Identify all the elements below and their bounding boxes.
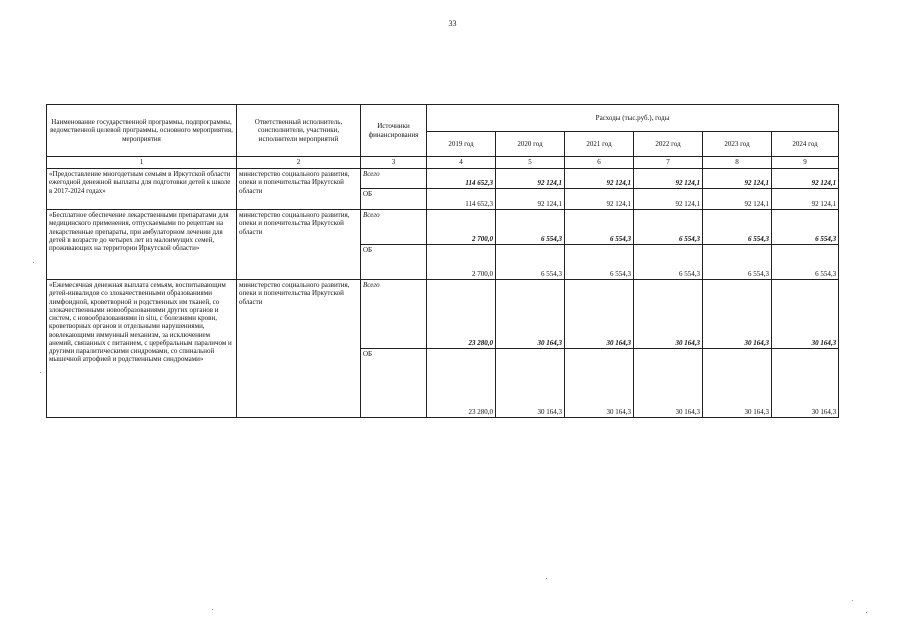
ob-value: 92 124,1 <box>496 189 565 210</box>
ob-value: 23 280,0 <box>427 349 496 418</box>
scan-speck <box>33 262 34 263</box>
total-value: 6 554,3 <box>703 210 772 245</box>
column-number: 3 <box>361 157 427 169</box>
column-number-row <box>47 157 839 169</box>
year-header: 2020 год <box>496 132 565 157</box>
total-value: 30 164,3 <box>634 280 703 349</box>
header-executor: Ответственный исполнитель, соисполнители, участники, исполнители мероприятий <box>237 105 361 157</box>
header-name: Наименование государственной программы, подпрограммы, ведомственной целевой программы, основного мероприятия, мероприятия <box>47 105 237 157</box>
scan-speck <box>866 612 867 613</box>
column-number: 8 <box>703 157 772 169</box>
ob-value: 92 124,1 <box>565 189 634 210</box>
column-number: 2 <box>237 157 361 169</box>
ob-value: 92 124,1 <box>772 189 839 210</box>
total-value: 30 164,3 <box>496 280 565 349</box>
year-header: 2022 год <box>634 132 703 157</box>
total-value: 30 164,3 <box>565 280 634 349</box>
ob-value: 114 652,3 <box>427 189 496 210</box>
total-value: 114 652,3 <box>427 169 496 189</box>
ob-value: 6 554,3 <box>565 245 634 280</box>
table-row <box>47 280 839 349</box>
column-number: 5 <box>496 157 565 169</box>
event-name: «Бесплатное обеспечение лекарственными препаратами для медицинского применения, отпускаемыми по рецептам на лекарственные препараты, при амбулаторном лечении для детей в возрасте до четырех лет из малоимущих семей, проживающих на территории Иркутской области» <box>47 210 237 280</box>
column-number: 4 <box>427 157 496 169</box>
year-header: 2023 год <box>703 132 772 157</box>
event-name: «Предоставление многодетным семьям в Иркутской области ежегодной денежной выплаты для подготовки детей к школе в 2017-2024 годах» <box>47 169 237 210</box>
budget-table <box>46 104 839 418</box>
total-value: 6 554,3 <box>634 210 703 245</box>
event-executor: министерство социального развития, опеки и попечительства Иркутской области <box>237 169 361 210</box>
source-total-label: Всего <box>361 169 427 189</box>
event-executor: министерство социального развития, опеки и попечительства Иркутской области <box>237 280 361 418</box>
total-value: 92 124,1 <box>496 169 565 189</box>
ob-value: 92 124,1 <box>703 189 772 210</box>
event-executor: министерство социального развития, опеки и попечительства Иркутской области <box>237 210 361 280</box>
header-row-1 <box>47 105 839 132</box>
header-expenses: Расходы (тыс.руб.), годы <box>427 105 839 132</box>
total-value: 6 554,3 <box>772 210 839 245</box>
table-row <box>47 169 839 189</box>
ob-value: 30 164,3 <box>634 349 703 418</box>
ob-value: 6 554,3 <box>496 245 565 280</box>
event-name: «Ежемесячная денежная выплата семьям, воспитывающим детей-инвалидов со злокачественными образованиями лимфоидной, кроветворной и родственных им тканей, со злокачественными новообразованиями других органов и систем, с новообразованиями in situ, с болезнями крови, кроветворных органов и отдельными нарушениями, вовлекающими иммунный механизм, за исключением анемий, связанных с питанием, с церебральным параличом и другими паралитическими синдромами, со спинальной мышечной атрофией и родственными синдромами» <box>47 280 237 418</box>
source-ob-label: ОБ <box>361 189 427 210</box>
source-ob-label: ОБ <box>361 349 427 418</box>
page-number: 33 <box>448 19 457 28</box>
total-value: 6 554,3 <box>565 210 634 245</box>
scan-speck <box>546 578 547 579</box>
column-number: 6 <box>565 157 634 169</box>
source-ob-label: ОБ <box>361 245 427 280</box>
ob-value: 92 124,1 <box>634 189 703 210</box>
ob-value: 2 700,0 <box>427 245 496 280</box>
scan-speck <box>212 609 213 610</box>
total-value: 92 124,1 <box>634 169 703 189</box>
total-value: 92 124,1 <box>703 169 772 189</box>
ob-value: 30 164,3 <box>703 349 772 418</box>
year-header: 2021 год <box>565 132 634 157</box>
year-header: 2019 год <box>427 132 496 157</box>
total-value: 30 164,3 <box>772 280 839 349</box>
total-value: 92 124,1 <box>772 169 839 189</box>
ob-value: 6 554,3 <box>703 245 772 280</box>
ob-value: 30 164,3 <box>565 349 634 418</box>
header-source: Источники финансирования <box>361 105 427 157</box>
table-row <box>47 210 839 245</box>
total-value: 6 554,3 <box>496 210 565 245</box>
source-total-label: Всего <box>361 280 427 349</box>
scan-speck <box>40 372 41 373</box>
ob-value: 6 554,3 <box>772 245 839 280</box>
scan-speck <box>852 600 853 601</box>
ob-value: 30 164,3 <box>772 349 839 418</box>
ob-value: 30 164,3 <box>496 349 565 418</box>
column-number: 7 <box>634 157 703 169</box>
total-value: 23 280,0 <box>427 280 496 349</box>
column-number: 9 <box>772 157 839 169</box>
source-total-label: Всего <box>361 210 427 245</box>
year-header: 2024 год <box>772 132 839 157</box>
total-value: 30 164,3 <box>703 280 772 349</box>
column-number: 1 <box>47 157 237 169</box>
ob-value: 6 554,3 <box>634 245 703 280</box>
total-value: 2 700,0 <box>427 210 496 245</box>
total-value: 92 124,1 <box>565 169 634 189</box>
